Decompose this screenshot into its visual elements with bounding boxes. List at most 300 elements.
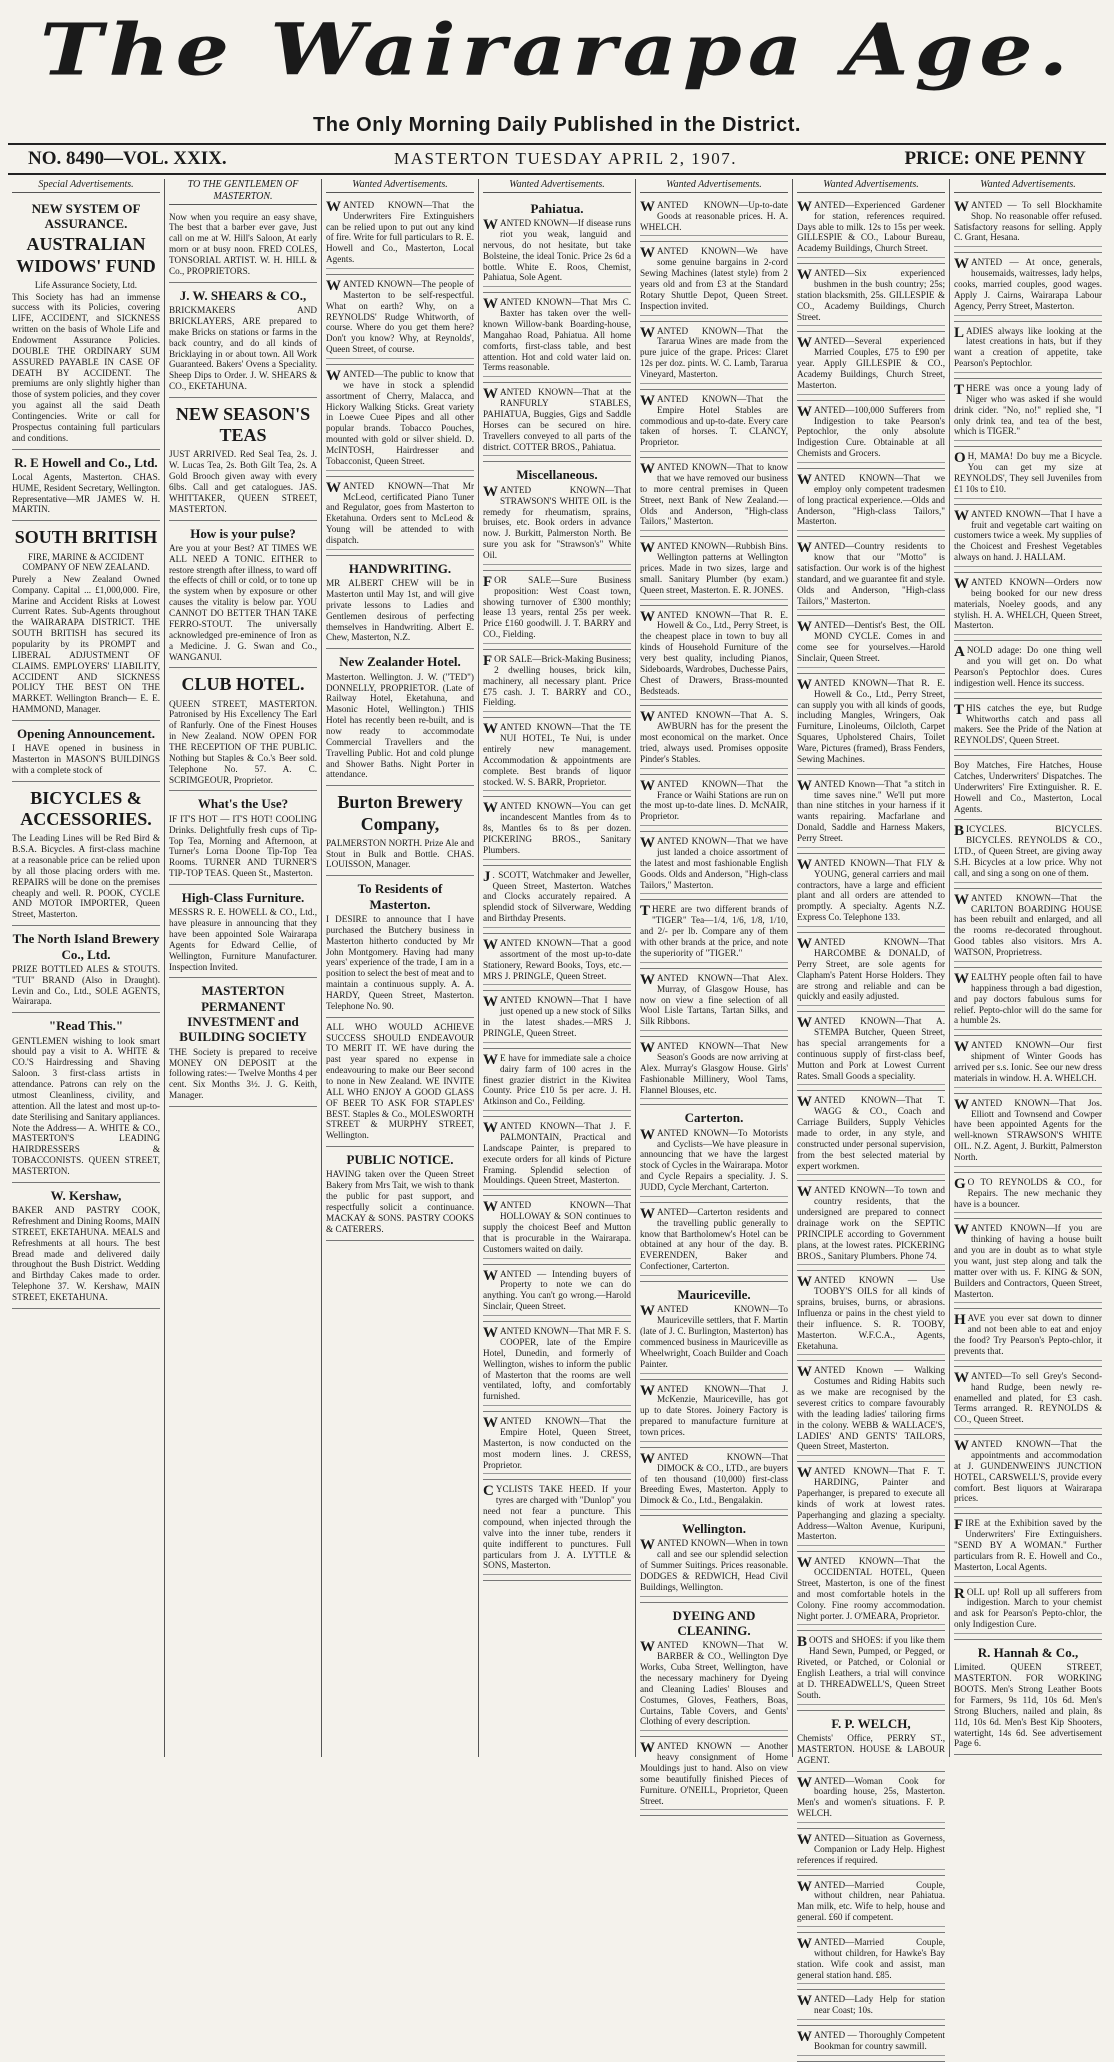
advertisement <box>640 1105 788 1202</box>
ad-body: WANTED KNOWN—Our first shipment of Winter Goods has arrived per s.s. Ionic. See our new dress materials in window. H. A. WHELCH. <box>954 1040 1102 1087</box>
drop-cap: W <box>797 540 812 557</box>
column-4 <box>479 179 636 1757</box>
drop-cap: W <box>326 277 341 294</box>
drop-cap: W <box>640 1205 655 1222</box>
advertisement <box>797 1012 945 1091</box>
ad-body: WANTED KNOWN—To Motorists and Cyclists—We have pleasure in announcing that we have the largest stock of Cycles in the Wairarapa. Motor and Cycle Repairs a speciality. J. S. JUDD, Cycle Merchant, Carterton. <box>640 1128 788 1197</box>
drop-cap: W <box>640 1740 655 1757</box>
ad-text: QUEEN STREET, MASTERTON. Patronised by His Excellency The Earl of Ranfurly. One of the Finest Houses in New Zealand. NOW OPEN FOR THE RECEPTION OF THE PUBLIC. Nothing but Staples & Co.'s Beer sold. Telephone No. 57. A. C. SCRIMGEOUR, Proprietor. <box>169 698 317 785</box>
ad-body: BICYCLES. BICYCLES. BICYCLES. REYNOLDS & CO., LTD., of Queen Street, are giving away S.H. Bicycles at a low price. Why not call, and sing a song on one of them. <box>954 824 1102 882</box>
ad-body: WANTED KNOWN—Rubbish Bins. Wellington patterns at Wellington prices. Made in two sizes, large and small. Sanitary Plumber (by exam.) Queen street, Masterton. E. R. JONES. <box>640 541 788 599</box>
advertisement <box>640 1380 788 1448</box>
column-heading: TO THE GENTLEMEN OF MASTERTON. <box>169 179 317 205</box>
ad-heading: New Zealander Hotel. <box>339 654 461 670</box>
ad-text: I DESIRE to announce that I have purchased the Butchery business in Masterton hitherto conducted by Mr John Montgomery. Having had many years' experience of the trade, I am in a position to select the best of meat and to maintain a continuous supply. A. A. HARDY, Queen Street, Masterton. Telephone No. 90. <box>326 913 474 1011</box>
advertisement <box>797 264 945 332</box>
ad-body: WANTED KNOWN—That HARCOMBE & DONALD, of Perry Street, are sole agents for Clapham's Patent Horse Holders. They are strong and reliable and can be quickly and easily adjusted. <box>797 937 945 1006</box>
advertisement <box>797 1271 945 1361</box>
advertisement <box>954 505 1102 573</box>
ad-heading: Opening Announcement. <box>17 725 155 741</box>
drop-cap: W <box>797 777 812 794</box>
ad-body: ROLL up! Roll up all sufferers from indigestion. March to your chemist and ask for Pearson's Pepto-chlor, the only Indigestion Cure. <box>954 1587 1102 1634</box>
advertisement <box>169 208 317 283</box>
advertisement <box>640 242 788 321</box>
advertisement <box>169 885 317 978</box>
drop-cap: W <box>640 608 655 625</box>
drop-cap: W <box>640 324 655 341</box>
drop-cap: W <box>797 1774 812 1791</box>
ad-body: THIS catches the eye, but Rudge Whitworths catch and pass all makers. See the Pride of the Nation at REYNOLDS', Queen Street. <box>954 703 1102 750</box>
drop-cap: W <box>797 676 812 693</box>
ad-body: WANTED KNOWN—That we have just landed a choice assortment of the latest and most fashionable English Goods. Olds and Anderson, "High-class Tailors," Masterton. <box>640 836 788 894</box>
advertisement <box>483 1049 631 1117</box>
advertisement <box>954 253 1102 321</box>
ad-body: WANTED KNOWN—That a good assortment of the most up-to-date Stationery, Reward Books, Toys, etc.—MRS J. PRINGLE, Queen Street. <box>483 938 631 985</box>
ad-heading: F. P. WELCH, <box>831 1715 911 1731</box>
ad-body: THERE are two different brands of "TIGER" Tea—1/4, 1/6, 1/8, 1/10, and 2/- per lb. Compare any of them with other brands at the price, and note the superiority of "TIGER." <box>640 904 788 962</box>
advertisement <box>483 462 631 570</box>
ad-body: WANTED—Married Couple, without children, near Pahiatua. Man milk, etc. Wife to help, house and general. £60 if competent. <box>797 1880 945 1927</box>
advertisement <box>797 1631 945 1710</box>
ad-body: WANTED KNOWN—That we employ only competent tradesmen of long practical experience.—Olds and Anderson, "High-class Tailors," Masterton. <box>797 473 945 531</box>
advertisement <box>797 1876 945 1933</box>
drop-cap: H <box>954 1312 966 1329</box>
drop-cap: W <box>797 1364 812 1381</box>
advertisement <box>483 1117 631 1196</box>
advertisement <box>797 1181 945 1271</box>
ad-body: WANTED KNOWN—That the Empire Hotel Stables are commodious and up-to-date. Every care taken of horses. T. CLANCY, Proprietor. <box>640 394 788 452</box>
advertisement <box>954 1094 1102 1173</box>
drop-cap: W <box>640 1040 655 1057</box>
drop-cap: F <box>483 652 493 669</box>
ad-subheading: FIRE, MARINE & ACCIDENT COMPANY OF NEW ZEALAND. <box>22 551 150 573</box>
drop-cap: W <box>640 540 655 557</box>
ad-body: FIRE at the Exhibition saved by the Underwriters' Fire Extinguishers. "SEND BY A WOMAN." Further particulars from R. E. Howell and Co., Masterton, Local Agents. <box>954 1518 1102 1576</box>
advertisement <box>12 450 160 522</box>
advertisement <box>954 756 1102 820</box>
drop-cap: W <box>640 1639 655 1656</box>
ad-body: WANTED — Intending buyers of Property to note we can do anything. You can't go wrong.—Harold Sinclair, Queen Street. <box>483 1269 631 1316</box>
drop-cap: W <box>483 386 498 403</box>
ad-body: WANTED KNOWN—That HOLLOWAY & SON continues to supply the choicest Beef and Mutton that is procurable in the Wairarapa. Customers waited on daily. <box>483 1200 631 1258</box>
advertisement <box>169 668 317 791</box>
ad-body: WANTED KNOWN—That Mr McLeod, certificated Piano Tuner and Regulator, goes from Masterton to Eketahuna. Orders sent to McLeod & Young will be attended to with dispatch. <box>326 481 474 550</box>
ad-body: WANTED KNOWN—The people of Masterton to be self-respectful. What on earth? Why, on a REYNOLDS' Rudge Whitworth, of course. Where do you get them here? Don't you know? Why, at Reynolds', Queen Street, of course. <box>326 279 474 359</box>
advertisement <box>797 1990 945 2026</box>
drop-cap: W <box>954 970 969 987</box>
ad-body: O H, MAMA! Do buy me a Bicycle. You can get my size at REYNOLDS', They sell Juveniles from £1 10s to £10. <box>954 451 1102 498</box>
drop-cap: W <box>483 1051 498 1068</box>
ad-body: WANTED — To sell Blockhamite Shop. No reasonable offer refused. Satisfactory reasons for selling. Apply C. Grant, Hesana. <box>954 200 1102 247</box>
drop-cap: W <box>326 367 341 384</box>
ad-heading: MASTERTON PERMANENT INVESTMENT and BUILDING SOCIETY <box>179 983 307 1045</box>
drop-cap: W <box>797 1184 812 1201</box>
ad-body: G O TO REYNOLDS & CO., for Repairs. The new mechanic they have is a bouncer. <box>954 1177 1102 1214</box>
ad-display-heading: Burton Brewery Company, <box>337 792 463 834</box>
drop-cap: W <box>954 256 969 273</box>
ad-text: Masterton. Wellington. J. W. ("TED") DONNELLY, PROPRIETOR. (Late of Railway Hotel, Eketahuna, and Masonic Hotel, Wellington.) THIS Hotel has recently been re-built, and is now ready to accommodate Commercial Travellers and the Travelling Public. Hot and cold plunge and Shower Baths. Night Porter in attendance. <box>326 671 474 780</box>
drop-cap: W <box>640 971 655 988</box>
drop-cap: W <box>640 198 655 215</box>
ad-body: J . SCOTT, Watchmaker and Jeweller, Queen Street, Masterton. Watches and Clocks accurately repaired. A splendid stock of Silverware, Wedding and Birthday Presents. <box>483 870 631 928</box>
drop-cap: W <box>640 1382 655 1399</box>
advertisement <box>797 1772 945 1829</box>
drop-cap: W <box>797 1094 812 1111</box>
advertisement <box>326 649 474 786</box>
advertisement <box>797 674 945 775</box>
advertisement <box>326 1147 474 1240</box>
ad-text: Local Agents, Masterton. CHAS. HUME, Resident Secretary, Wellington. Representative—MR JAMES W. H. MARTIN. <box>12 471 160 515</box>
drop-cap: B <box>797 1634 808 1651</box>
drop-cap: W <box>797 267 812 284</box>
drop-cap: W <box>954 576 969 592</box>
advertisement <box>640 1448 788 1516</box>
drop-cap: W <box>483 800 498 817</box>
drop-cap: W <box>483 994 498 1011</box>
ad-body: WANTED KNOWN—That the Empire Hotel, Queen Street, Masterton, is now conducted on the most modern lines. J. CRESS, Proprietor. <box>483 1416 631 1474</box>
advertisement <box>12 1013 160 1183</box>
advertisement <box>797 1933 945 1990</box>
advertisement <box>169 978 317 1107</box>
advertisement <box>483 196 631 293</box>
column-heading: Wanted Advertisements. <box>954 179 1102 193</box>
ad-body: WANTED KNOWN—That the TE NUI HOTEL, Te Nui, is under entirely new management. Accommodation & appointments are complete. Best brands of liquor stocked. W. S. BARR, Proprietor. <box>483 722 631 791</box>
ad-heading: R. E Howell and Co., Ltd. <box>14 454 158 470</box>
ad-text: Limited. QUEEN STREET, MASTERTON. FOR WORKING BOOTS. Men's Strong Leather Boots for Farmers, 9s 11d, 10s 6d. Men's Strong Bluchers, nailed and plain, 8s 11d, 10s 6d. Men's Best Kip Shooters, watertight, 14s 6d. See advertisement Page 6. <box>954 1662 1102 1749</box>
ad-body: WANTED—The public to know that we have in stock a splendid assortment of Cherry, Malacca, and Hickory Walking Sticks. Great variety in Loewe Cuee Pipes and all other popular brands. Tobacco Pouches, mounted with gold or silver shield. D. McINTOSH, Hairdresser and Tobacconist, Queen Street. <box>326 369 474 471</box>
ad-body: WANTED KNOWN—That Alex. Murray, of Glasgow House, has now on view a fine selection of all Wool Lisle Tartans, Tartan Silks, and Silk Ribbons. <box>640 973 788 1031</box>
advertisement <box>954 889 1102 968</box>
ad-text: THE Society is prepared to receive MONEY ON DEPOSIT at the following rates:— Twelve Months 4 per cent. Six Months 3½. J. G. Keith, Manager. <box>169 1046 317 1101</box>
ad-body: WANTED—To sell Grey's Second-hand Rudge, been newly re-enamelled and plated, for £3 cash. Terms arranged. R. REYNOLDS & CO., Queen Street. <box>954 1371 1102 1429</box>
advertisement <box>640 1037 788 1105</box>
ad-heading: HANDWRITING. <box>348 560 452 576</box>
advertisement <box>483 383 631 462</box>
ad-body: WANTED KNOWN—When in town call and see our splendid selection of Summer Suitings. Prices reasonable. DODGES & REDWICH, Head Civil Buildings, Wellington. <box>640 1538 788 1596</box>
ad-body: LADIES always like looking at the latest creations in hats, but if they want a creation of appetite, take Pearson's Peptochlor. <box>954 326 1102 373</box>
ad-body: WANTED—Dentist's Best, the OIL MOND CYCLE. Comes in and come see for yourselves.—Harold Sinclair, Queen Street. <box>797 620 945 667</box>
drop-cap: W <box>954 1438 969 1455</box>
drop-cap: C <box>483 1483 494 1500</box>
drop-cap: W <box>797 1274 812 1291</box>
drop-cap: W <box>797 471 812 488</box>
advertisement <box>954 968 1102 1036</box>
drop-cap: T <box>954 381 965 398</box>
advertisement <box>797 469 945 537</box>
ad-body: WANTED KNOWN—That the France or Waihi Stations are run on the most up-to-date lines. D. McNAIR, Proprietor. <box>640 779 788 826</box>
ad-body: WANTED KNOWN—That R. E. Howell & Co., Ltd., Perry Street, can supply you with all kinds of goods, including Mangles, Wringers, Oak Furniture, Linoleums, Oilcloth, Carpet Squares, Upholstered Chairs, Toilet Ware, Pictures (framed), Brass Fenders, Sewing Machines. <box>797 678 945 769</box>
drop-cap: W <box>640 392 655 409</box>
drop-cap: R <box>954 1585 965 1602</box>
drop-cap: W <box>797 1993 812 2010</box>
drop-cap: W <box>797 1831 812 1848</box>
ad-body: WANTED KNOWN—That at the RANFURLY STABLES, PAHIATUA, Buggies, Gigs and Saddle Horses can be secured on hire. Travellers conveyed to all parts of the district. COTTER BROS., Pahiatua. <box>483 387 631 456</box>
advertisement <box>954 699 1102 756</box>
advertisement <box>797 616 945 673</box>
ad-body: WEALTHY people often fail to have happiness through a bad digestion, and pay doctors fabulous sums for relief. Pepto-chlor will do the same for a humble 2s. <box>954 972 1102 1030</box>
advertisement <box>12 1183 160 1309</box>
column-7 <box>950 179 1106 1757</box>
advertisement <box>483 1196 631 1264</box>
advertisement <box>483 718 631 797</box>
drop-cap: W <box>797 403 812 420</box>
drop-cap: W <box>640 1126 655 1143</box>
column-heading: Special Advertisements. <box>12 179 160 193</box>
drop-cap: W <box>483 483 498 500</box>
drop-cap: T <box>640 903 651 920</box>
ad-text: Chemists' Office, PERRY ST., MASTERTON. HOUSE & LABOUR AGENT. <box>797 1732 945 1765</box>
ad-body: WANTED Known—That "a stitch in time saves nine." We'll put more than nine stitches in your harness if it wants repairing. Macfarlane and Donald, Saddle and Harness Makers, Perry Street. <box>797 779 945 848</box>
advertisement <box>954 1514 1102 1582</box>
ad-text: MR ALBERT CHEW will be in Masterton until May 1st, and will give private lessons to Ladies and Gentlemen desirous of perfecting themselves in Handwriting. Albert E. Chew, Masterton, N.Z. <box>326 578 474 643</box>
ad-body: HAVE you ever sat down to dinner and not been able to eat and enjoy the food? Try Pearson's Pepto-chlor, it prevents that. <box>954 1313 1102 1360</box>
ad-subheading: Life Assurance Society, Ltd. <box>34 279 138 290</box>
ad-heading: What's the Use? <box>197 796 289 812</box>
advertisement <box>954 447 1102 504</box>
ad-text: Now when you require an easy shave, The best that a barber ever gave, Just call on me at W. Hill's Saloon, At early morn or at busy noon. FRED COLES, TONSORIAL ARTIST. W. H. HILL & Co., PROPRIETORS. <box>169 211 317 276</box>
drop-cap: W <box>797 1015 812 1032</box>
ad-body: WANTED KNOWN—That Mrs C. Baxter has taken over the well-known Willow-bank Boarding-house, Mangahao Road, Pahiatua. All home comforts, first-class table, and best attention. Hot and cold water laid on. Terms reasonable. <box>483 297 631 377</box>
ad-text: PALMERSTON NORTH. Prize Ale and Stout in Bulk and Bottle. CHAS. LOUISSON, Manager. <box>326 837 474 870</box>
ad-text: The Leading Lines will be Red Bird & B.S.A. Bicycles. A first-class machine at a reasonable price can be relied upon by all those placing orders with me. REPAIRS will be done on the premises cheaply and well. R. POOK, CYCLE AND MOTOR IMPORTER, Queen Street, Masterton. <box>12 833 160 920</box>
advertisement <box>640 606 788 707</box>
ad-body: WANTED—Experienced Gardener for station, references required. Days able to milk. 12s to 15s per week. GILLESPIE & CO., Labour Bureau, Academy Buildings, Church Street. <box>797 200 945 258</box>
ad-heading: High-Class Furniture. <box>181 889 305 905</box>
advertisement <box>640 775 788 832</box>
ad-body: WANTED—100,000 Sufferers from Indigestion to take Pearson's Peptochlor, the only absolute Indigestion Cure. Obtainable at all Chemists and Grocers. <box>797 405 945 463</box>
ad-heading: J. W. SHEARS & CO., <box>179 287 307 303</box>
ad-display-heading: BICYCLES & ACCESSORIES. <box>20 787 152 830</box>
drop-cap: T <box>954 701 965 718</box>
newspaper-subtitle: The Only Morning Daily Published in the District. <box>313 114 801 136</box>
drop-cap: W <box>797 619 812 636</box>
advertisement <box>640 969 788 1037</box>
advertisement <box>483 1412 631 1480</box>
advertisement <box>483 1480 631 1581</box>
ad-body: WANTED — Thoroughly Competent Bookman for country sawmill. <box>797 2030 945 2056</box>
drop-cap: W <box>954 1096 969 1113</box>
ad-body: WANTED KNOWN—That New Season's Goods are now arriving at Alex. Murray's Glasgow House. Girls' Fashionable Millinery, Wool Tams, Flannel Blouses, etc. <box>640 1041 788 1099</box>
ad-body: FOR SALE—Sure Business proposition: West Coast town, showing turnover of £300 monthly; lease 13 years, rental 25s per week. Price £160 goodwill. J. T. BARRY and CO., Fielding. <box>483 575 631 644</box>
column-1 <box>8 179 165 1757</box>
drop-cap: L <box>954 324 965 341</box>
price: PRICE: ONE PENNY <box>904 148 1086 169</box>
advertisement <box>169 791 317 884</box>
ad-heading: Wellington. <box>682 1521 746 1537</box>
advertisement <box>640 706 788 774</box>
advertisement <box>797 1361 945 1462</box>
ad-display-heading: AUSTRALIAN WIDOWS' FUND <box>16 234 156 276</box>
ad-text: This Society has had an immense success with its Policies, covering LIFE, ACCIDENT, and SICKNESS written on the basis of Whole Life and Endowment Assurance Policies. DOUBLE THE ORDINARY SUM ASSURED PAYABLE IN CASE OF DEATH BY ACCIDENT. The premiums are only slightly higher than those of system policies, and they cover you against all the said Death Contingencies. Write or call for Prospectus containing full particulars and conditions. <box>12 291 160 443</box>
advertisement <box>169 521 317 669</box>
advertisement <box>954 820 1102 888</box>
drop-cap: W <box>797 2029 812 2046</box>
advertisement <box>954 1036 1102 1093</box>
ad-body: WANTED KNOWN—That I have just opened up a new stock of Silks in the latest shades.—MRS J. PRINGLE, Queen Street. <box>483 995 631 1042</box>
advertisement <box>326 786 474 876</box>
ad-body: THERE was once a young lady of Niger who was asked if she would drink cider. "No, no!" replied she, "I only drink tea, and tea of the best, which is TIGER." <box>954 383 1102 441</box>
ad-heading: "Read This." <box>48 1018 124 1034</box>
drop-cap: W <box>797 1465 812 1482</box>
dateline <box>8 143 1106 175</box>
drop-cap: W <box>483 721 498 738</box>
advertisement <box>483 1322 631 1412</box>
column-2 <box>165 179 322 1757</box>
advertisement <box>640 1203 788 1282</box>
ad-body: WANTED KNOWN—That DIMOCK & CO., LTD., are buyers of ten thousand (10,000) first-class Breeding Ewes, Masterton. Apply to Dimock & Co., Ltd., Bengalakin. <box>640 1452 788 1510</box>
ad-text: Purely a New Zealand Owned Company. Capital ... £1,000,000. Fire, Marine and Accident Risks at Lowest Current Rates. Sub-Agents throughout the WAIRARAPA DISTRICT. THE SOUTH BRITISH has secured its popularity by its PROMPT and LIBERAL ADJUSTMENT OF CLAIMS. EMPLOYERS' LIABILITY, ACCIDENT AND SICKNESS POLICY THE BEST ON THE MARKET. Wellington Branch— E. E. HAMMOND, Manager. <box>12 573 160 715</box>
advertisement <box>326 196 474 275</box>
drop-cap: W <box>797 856 812 873</box>
advertisement <box>954 1367 1102 1435</box>
advertisement <box>12 721 160 782</box>
drop-cap: W <box>483 217 498 234</box>
ad-display-heading: SOUTH BRITISH <box>14 527 158 548</box>
drop-cap: J <box>483 868 491 885</box>
column-6 <box>793 179 950 2051</box>
ad-body: WANTED KNOWN—That R. E. Howell & Co., Ltd., Perry Street, is the cheapest place in town to buy all kinds of Household Furniture of the very best quality, including Pianos, Sideboards, Wardrobes, Duchesse Pairs, Chest of Drawers, Brass-mounted Bedsteads. <box>640 610 788 701</box>
advertisement <box>640 1516 788 1603</box>
drop-cap: W <box>483 1199 498 1216</box>
advertisement <box>954 1640 1102 1755</box>
advertisement <box>326 365 474 477</box>
advertisement <box>797 537 945 616</box>
drop-cap: W <box>483 937 498 953</box>
ad-body: WANTED KNOWN—That J. F. PALMONTAIN, Practical and Landscape Painter, is prepared to execute orders for all kinds of Picture Framing. Splendid selection of Mouldings. Queen Street, Masterton. <box>483 1121 631 1190</box>
ad-heading: Carterton. <box>684 1110 744 1126</box>
drop-cap: W <box>483 1325 498 1342</box>
advertisement <box>483 866 631 934</box>
advertisement <box>483 650 631 718</box>
drop-cap: W <box>640 461 655 478</box>
ad-body: WANTED KNOWN—That J. McKenzie, Mauriceville, has got up to date Stores. Joinery Factory is prepared to manufacture furniture at town prices. <box>640 1384 788 1442</box>
drop-cap: O <box>954 450 966 467</box>
ad-body: WANTED KNOWN—We have some genuine bargains in 2-cord Sewing Machines (latest style) from 2 years old and from £3 at the Standard Rotary Shuttle Depot, Queen Street. Inspection invited. <box>640 246 788 315</box>
advertisement <box>640 1603 788 1738</box>
ad-text: BRICKMAKERS AND BRICKLAYERS, ARE prepared to make Bricks on stations or farms in the back country, and do all kinds of Bricklaying in or about town. All Work Guaranteed. Bakers' Ovens a Speciality. Sheep Dips to Order. J. W. SHEARS & CO., EKETAHUNA. <box>169 305 317 392</box>
ad-heading: To Residents of Masterton. <box>357 881 443 912</box>
ad-body: WANTED KNOWN—You can get incandescent Mantles from 4s to 8s, Mantles 6s to 8s per dozen. PICKERING BROS., Sanitary Plumbers. <box>483 801 631 859</box>
drop-cap: W <box>640 709 655 726</box>
ad-heading: The North Island Brewery Co., Ltd. <box>12 931 160 962</box>
advertisement <box>12 782 160 926</box>
drop-cap: W <box>640 1537 655 1554</box>
drop-cap: W <box>954 1222 969 1239</box>
advertisement <box>797 1552 945 1631</box>
ad-body: WANTED — At once, generals, housemaids, waitresses, lady helps, cooks, married couples, good wages. Apply J. Cairns, Wairarapa Labour Agency, Perry Street, Masterton. <box>954 257 1102 315</box>
ad-body: WANTED—Lady Help for station near Coast; 10s. <box>797 1994 945 2020</box>
ad-body: WANTED KNOWN—That FLY & YOUNG, general carriers and mail contractors, have a large and efficient plant and all orders are attended to promptly. A specialty. Agents N.Z. Express Co. Telephone 133. <box>797 858 945 927</box>
advertisement <box>797 775 945 854</box>
ad-heading: R. Hannah & Co., <box>977 1645 1079 1661</box>
drop-cap: W <box>640 245 655 262</box>
column-3 <box>322 179 479 1757</box>
drop-cap: W <box>483 1415 498 1432</box>
ad-heading: Miscellaneous. <box>516 467 598 483</box>
ad-display-heading: CLUB HOTEL. <box>181 674 305 695</box>
advertisement <box>640 900 788 968</box>
drop-cap: W <box>326 198 341 215</box>
ad-body: WANTED KNOWN—That MR F. S. COOPER, late of the Empire Hotel, Dunedin, and formerly of Wellington, wishes to inform the public of Masterton that the rooms are well ventilated, lofty, and comfortably furnished. <box>483 1326 631 1406</box>
ad-text: IF IT'S HOT — IT'S HOT! COOLING Drinks. Delightfully fresh cups of Tip-Top Tea, Morning and Afternoon, at Turner's Lorna Doone Tip-Top Tea Rooms. TURNER AND TURNER'S TIP-TOP TEAS. Queen St., Masterton. <box>169 813 317 879</box>
drop-cap: W <box>640 1450 655 1467</box>
ad-text: GENTLEMEN wishing to look smart should pay a visit to A. WHITE & CO.'S Hairdressing and Shaving Saloon. 3 first-class artists in attendance. Patrons can rely on the utmost Cleanliness, civility, and attention. All the latest and most up-to-date Sterilising and Sanitary appliances. Note the Address— A. WHITE & CO., MASTERTON'S LEADING HAIRDRESSERS & TOBACCONISTS. QUEEN STREET, MASTERTON. <box>12 1035 160 1176</box>
ad-heading: DYEING AND CLEANING. <box>672 1607 756 1639</box>
advertisement <box>797 1711 945 1772</box>
ad-body: A NOLD adage: Do one thing well and you will get on. Do what Pearson's Peptochlor does. Cures indigestion well. Hence its success. <box>954 645 1102 692</box>
ad-body: WANTED KNOWN—That STRAWSON'S WHITE OIL is the remedy for rheumatism, sprains, bruises, etc. Book orders in advance now. J. Burkitt, Palmerston North. Be sure you ask for "Strawson's" White Oil. <box>483 485 631 565</box>
advertisement <box>954 1219 1102 1309</box>
ad-heading: Mauriceville. <box>677 1287 751 1303</box>
ad-heading: How is your pulse? <box>190 525 296 541</box>
drop-cap: W <box>640 1303 655 1320</box>
drop-cap: W <box>954 1039 969 1056</box>
drop-cap: W <box>797 1555 812 1572</box>
advertisement <box>954 573 1102 641</box>
drop-cap: W <box>797 936 812 953</box>
advertisement <box>12 521 160 721</box>
ad-text: PRIZE BOTTLED ALES & STOUTS. "TUI" BRAND (Also in Draught). Levin and Co., Ltd., SOLE AGENTS, Wairarapa. <box>12 963 160 1007</box>
ad-body: BOOTS and SHOES: if you like them Hand Sewn, Pumped, or Pegged, or Riveted, or Patched, or Colonial or English Leathers, a trial will convince at D. THREADWELL'S, Queen Street South. <box>797 1635 945 1704</box>
drop-cap: W <box>483 296 498 313</box>
drop-cap: W <box>797 198 812 215</box>
ad-body: WANTED KNOWN—Up-to-date Goods at reasonable prices. H. A. WHELCH. <box>640 200 788 237</box>
ad-body: WANTED KNOWN—That F. T. HARDING, Painter and Paperhanger, is prepared to execute all kinds of work at lowest rates. Paperhanging and glazing a specialty. Address—Walton Avenue, Kuripuni, Masterton. <box>797 1466 945 1546</box>
ad-body: WANTED KNOWN—That the CARLTON BOARDING HOUSE has been rebuilt and enlarged, and all the rooms re-decorated throughout. Good tables also visitors. Mrs A. WATSON, Proprietress. <box>954 893 1102 962</box>
advertisement <box>954 379 1102 447</box>
advertisement <box>797 196 945 264</box>
columns <box>8 179 1106 2051</box>
column-5 <box>636 179 793 1806</box>
drop-cap: W <box>954 507 969 524</box>
ad-heading: PUBLIC NOTICE. <box>346 1152 454 1168</box>
advertisement <box>483 571 631 650</box>
drop-cap: W <box>797 1878 812 1895</box>
ad-text: HAVING taken over the Queen Street Bakery from Mrs Tait, we wish to thank the public for past support, and respectfully solicit a continuance. MACKAY & SONS. PASTRY COOKS & CATERERS. <box>326 1169 474 1234</box>
ad-body: WANTED—Six experienced bushmen in the bush country; 25s; station blacksmith, 25s. GILLESPIE & CO., Academy Buildings, Church Street. <box>797 268 945 326</box>
ad-body: WANTED—Woman Cook for boarding house, 25s, Masterton. Men's and women's situations. F. P. WELCH. <box>797 1776 945 1823</box>
advertisement <box>326 876 474 1017</box>
ad-heading: W. Kershaw, <box>50 1187 122 1203</box>
advertisement <box>12 196 160 450</box>
drop-cap: W <box>640 835 655 852</box>
ad-body: WANTED KNOWN — Another heavy consignment of Home Mouldings just to hand. Also on view some beautifully finished Pieces of Furniture. O'NEILL, Proprietor, Queen Street. <box>640 1741 788 1810</box>
advertisement <box>483 293 631 383</box>
drop-cap: A <box>954 644 965 661</box>
ad-body: WANTED KNOWN—That W. BARBER & CO., Wellington Dye Works, Cuba Street, Wellington, have the necessary machinery for Dyeing and Cleaning Ladies' Blouses and Costumes, Gloves, Feathers, Boas, Curtains, Table Covers, and Gents' Clothing of every description. <box>640 1640 788 1731</box>
advertisement <box>640 196 788 243</box>
ad-body: WANTED KNOWN—That to know that we have removed our business to more central premises in Queen Street, next Bank of New Zealand.—Olds and Anderson, "High-class Tailors," Masterton. <box>640 462 788 531</box>
ad-body: WANTED—Carterton residents and the travelling public generally to know that Bartholomew's Hotel can be obtained at any hour of the day. B. EVERENDEN, Baker and Confectioner, Carterton. <box>640 1207 788 1276</box>
advertisement <box>483 1265 631 1322</box>
ad-body: WANTED KNOWN—If you are thinking of having a house built and you are in doubt as to what style you want, just step along and talk the matter over with us. F. KING & SON, Builders and Contractors, Queen Street, Masterton. <box>954 1223 1102 1303</box>
advertisement <box>640 390 788 458</box>
column-heading: Wanted Advertisements. <box>326 179 474 193</box>
advertisement <box>640 832 788 900</box>
ad-body: FOR SALE—Brick-Making Business; 2 dwelling houses, brick kiln, machinery, all necessary plant. Price £75 cash. J. T. BARRY and CO., Fielding. <box>483 654 631 712</box>
ad-text: ALL WHO WOULD ACHIEVE SUCCESS SHOULD ENDEAVOUR TO MERIT IT. WE have during the past year spared no expense in endeavouring to make our Beer second to none in New Zealand. WE INVITE ALL WHO ENJOY A GOOD GLASS OF BEER TO ASK FOR STAPLES' BEST. Staples & Co., MOLESWORTH STREET & MURPHY STREET, Wellington. <box>326 1021 474 1141</box>
ad-body: WANTED KNOWN—That A. STEMPA Butcher, Queen Street, has special arrangements for a continuous supply of first-class beef, Mutton and Pork at Lowest Current Rates. Small Goods a speciality. <box>797 1016 945 1085</box>
ad-heading: NEW SYSTEM OF ASSURANCE. <box>31 200 141 232</box>
ad-body: WANTED KNOWN—That Jos. Elliott and Townsend and Cowper have been appointed Agents for the well-known STRAWSON'S WHITE OIL. N.Z. Agent, J. Burkitt, Palmerston North. <box>954 1098 1102 1167</box>
ad-body: CYCLISTS TAKE HEED. If your tyres are charged with "Dunlop" you need not fear a puncture. This compound, when injected through the valve into the inner tube, renders it quite indifferent to punctures. Full particulars from J. A. LYTTLE & SONS, Masterton. <box>483 1484 631 1575</box>
advertisement <box>640 322 788 390</box>
drop-cap: W <box>483 1267 498 1284</box>
advertisement <box>326 556 474 649</box>
ad-body: WANTED KNOWN—That the Tararua Wines are made from the pure juice of the grape. Prices: Claret 12s per doz. pints. W. C. Lamb, Tararua Vineyard, Masterton. <box>640 326 788 384</box>
advertisement <box>797 1091 945 1181</box>
ad-heading: Pahiatua. <box>530 200 584 216</box>
